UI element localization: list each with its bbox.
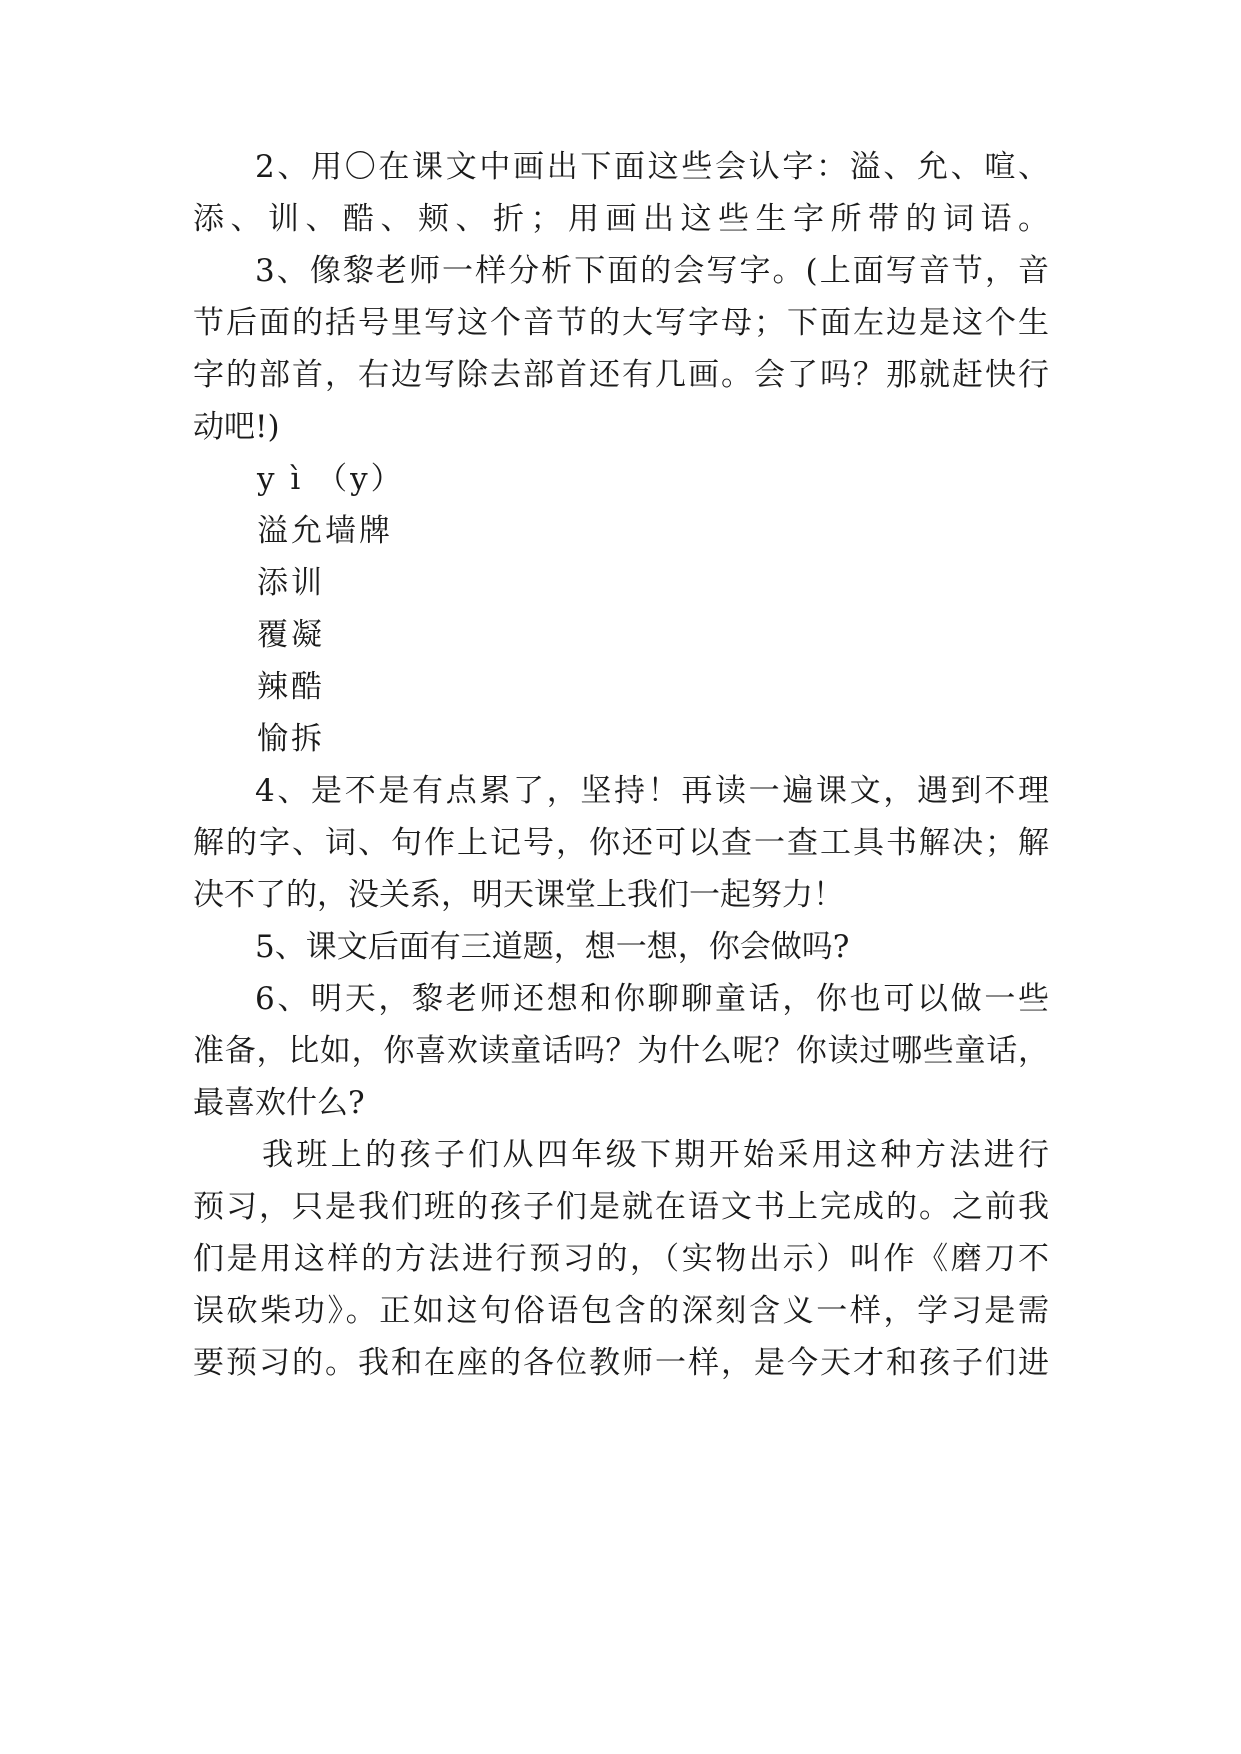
paragraph-7-line-3: 们是用这样的方法进行预习的，（实物出示）叫作《磨刀不 xyxy=(193,1241,1049,1277)
paragraph-4-line-2: 解的字、词、句作上记号，你还可以查一查工具书解决；解 xyxy=(193,825,1049,861)
paragraph-7-line-2: 预习，只是我们班的孩子们是就在语文书上完成的。之前我 xyxy=(193,1189,1049,1225)
paragraph-7-line-5: 要预习的。我和在座的各位教师一样，是今天才和孩子们进 xyxy=(193,1345,1049,1381)
paragraph-5-line-1: 5、课文后面有三道题，想一想，你会做吗? xyxy=(255,929,850,965)
paragraph-6-line-2: 准备，比如，你喜欢读童话吗？为什么呢？你读过哪些童话， xyxy=(193,1033,1049,1069)
paragraph-3-line-3: 字的部首，右边写除去部首还有几画。会了吗？那就赶快行 xyxy=(193,357,1049,393)
paragraph-6-line-3: 最喜欢什么? xyxy=(193,1085,365,1121)
char-list-item: 溢允墙牌 xyxy=(257,513,393,549)
paragraph-3-line-1: 3、像黎老师一样分析下面的会写字。(上面写音节，音 xyxy=(255,253,1049,289)
char-list-item: 辣酷 xyxy=(257,669,325,705)
paragraph-4-line-3: 决不了的，没关系，明天课堂上我们一起努力！ xyxy=(193,877,844,913)
char-list-item: 添训 xyxy=(257,565,325,601)
char-list-item: 覆凝 xyxy=(257,617,325,653)
paragraph-3-line-2: 节后面的括号里写这个音节的大写字母；下面左边是这个生 xyxy=(193,305,1049,341)
paragraph-3-line-4: 动吧!) xyxy=(193,409,280,445)
char-list-item: 愉拆 xyxy=(257,721,325,757)
pinyin-example: y ì （y） xyxy=(257,461,405,497)
paragraph-2-line-1: 2、用〇在课文中画出下面这些会认字：溢、允、喧、 xyxy=(255,149,1049,185)
paragraph-7-line-4: 误砍柴功》。正如这句俗语包含的深刻含义一样，学习是需 xyxy=(193,1293,1049,1329)
paragraph-7-line-1: 我班上的孩子们从四年级下期开始采用这种方法进行 xyxy=(262,1137,1049,1173)
paragraph-4-line-1: 4、是不是有点累了，坚持！再读一遍课文，遇到不理 xyxy=(255,773,1049,809)
paragraph-2-line-2: 添、训、酷、颊、折；用画出这些生字所带的词语。 xyxy=(193,201,1049,237)
paragraph-6-line-1: 6、明天，黎老师还想和你聊聊童话，你也可以做一些 xyxy=(255,981,1049,1017)
